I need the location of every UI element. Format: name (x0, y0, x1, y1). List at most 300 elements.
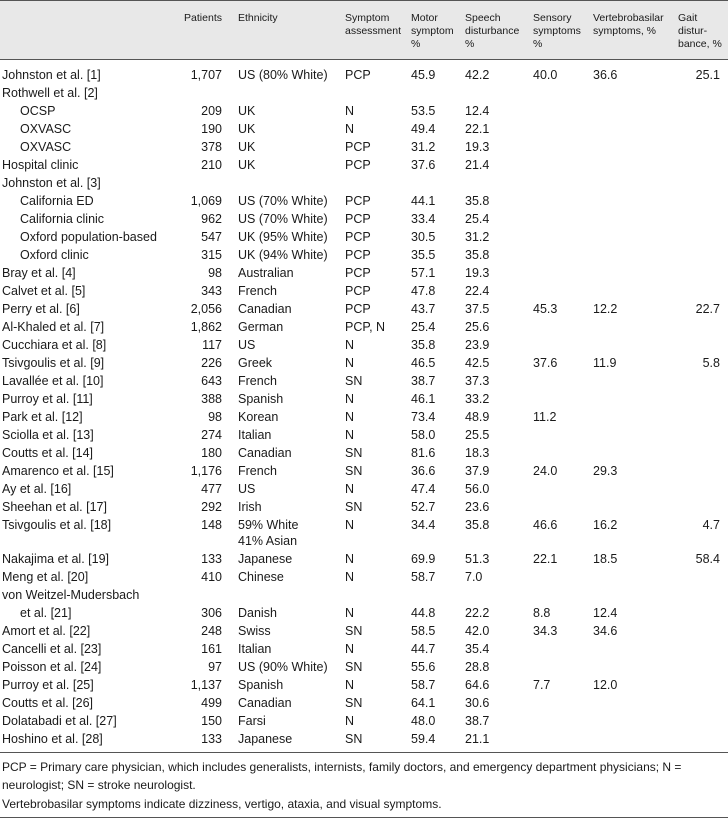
header-ethnicity-text: Ethnicity (238, 12, 278, 24)
table-row (0, 336, 728, 354)
cell-speech: 35.4 (465, 642, 490, 656)
cell-assessment: N (345, 356, 355, 370)
cell-study: Johnston et al. [3] (2, 176, 101, 190)
cell-vertebrobasilar: 11.9 (593, 356, 617, 370)
cell-ethnicity: Italian (238, 642, 272, 656)
cell-ethnicity: Japanese (238, 732, 293, 746)
cell-patients: 292 (201, 500, 222, 514)
cell-assessment: SN (345, 464, 363, 478)
cell-assessment: N (345, 678, 355, 692)
cell-study: Ay et al. [16] (2, 482, 72, 496)
cell-assessment: N (345, 122, 355, 136)
cell-ethnicity: UK (238, 104, 256, 118)
table-row (0, 192, 728, 210)
cell-sensory: 7.7 (533, 678, 551, 692)
cell-patients: 97 (208, 660, 222, 674)
cell-patients: 148 (201, 518, 222, 532)
cell-motor: 47.4 (411, 482, 436, 496)
cell-motor: 81.6 (411, 446, 436, 460)
cell-speech: 37.3 (465, 374, 490, 388)
header-symptom-assessment (345, 12, 401, 38)
cell-study: Nakajima et al. [19] (2, 552, 109, 566)
table-row (0, 498, 728, 516)
cell-motor: 52.7 (411, 500, 436, 514)
cell-speech: 37.9 (465, 464, 490, 478)
cell-ethnicity: UK (94% White) (238, 248, 328, 262)
cell-assessment: N (345, 392, 355, 406)
cell-assessment: N (345, 642, 355, 656)
cell-speech: 35.8 (465, 248, 490, 262)
cell-vertebrobasilar: 12.0 (593, 678, 618, 692)
cell-speech: 33.2 (465, 392, 490, 406)
cell-gait: 58.4 (695, 552, 720, 566)
cell-patients: 248 (201, 624, 222, 638)
table-row (0, 676, 728, 694)
cell-motor: 38.7 (411, 374, 436, 388)
cell-assessment: N (345, 410, 355, 424)
cell-speech: 12.4 (465, 104, 490, 118)
cell-ethnicity: US (70% White) (238, 212, 328, 226)
cell-patients: 1,137 (190, 678, 222, 692)
cell-speech: 38.7 (465, 714, 490, 728)
cell-patients: 209 (201, 104, 222, 118)
cell-assessment: PCP, N (345, 320, 386, 334)
cell-speech: 21.1 (465, 732, 490, 746)
cell-study: Park et al. [12] (2, 410, 83, 424)
cell-study: OXVASC (20, 140, 72, 154)
table-row (0, 174, 728, 192)
header-vertebrobasilar (593, 12, 664, 38)
table-row (0, 390, 728, 408)
cell-study: OXVASC (20, 122, 72, 136)
header-speech (465, 12, 519, 51)
table-row (0, 282, 728, 300)
cell-study: Tsivgoulis et al. [9] (2, 356, 105, 370)
cell-study: Al-Khaled et al. [7] (2, 320, 105, 334)
cell-study: Oxford clinic (20, 248, 89, 262)
cell-motor: 36.6 (411, 464, 436, 478)
cell-ethnicity: Canadian (238, 446, 292, 460)
cell-speech: 23.9 (465, 338, 490, 352)
cell-speech: 25.5 (465, 428, 490, 442)
header-line: Speech (465, 12, 501, 24)
cell-patients: 410 (201, 570, 222, 584)
cell-speech: 42.5 (465, 356, 490, 370)
table-row (0, 462, 728, 480)
cell-ethnicity: US (90% White) (238, 660, 328, 674)
cell-ethnicity: French (238, 374, 277, 388)
cell-study: Coutts et al. [26] (2, 696, 94, 710)
cell-ethnicity: German (238, 320, 284, 334)
cell-motor: 46.1 (411, 392, 436, 406)
cell-assessment: N (345, 104, 355, 118)
cell-study: Bray et al. [4] (2, 266, 76, 280)
cell-patients: 161 (201, 642, 222, 656)
cell-patients: 388 (201, 392, 222, 406)
cell-assessment: N (345, 482, 355, 496)
cell-study: Lavallée et al. [10] (2, 374, 104, 388)
table-row (0, 586, 728, 604)
cell-speech: 7.0 (465, 570, 483, 584)
cell-study: Tsivgoulis et al. [18] (2, 518, 112, 532)
table-row (0, 658, 728, 676)
cell-motor: 55.6 (411, 660, 436, 674)
footnote-abbreviations: PCP = Primary care physician, which includes generalists, internists, family doctors, and emergency department physicians; N = neurologist; SN = stroke neurologist. (2, 760, 682, 792)
cell-vertebrobasilar: 12.4 (593, 606, 618, 620)
cell-study: Oxford population-based (20, 230, 157, 244)
cell-study: Hoshino et al. [28] (2, 732, 103, 746)
cell-ethnicity: UK (238, 140, 256, 154)
cell-motor: 31.2 (411, 140, 436, 154)
cell-ethnicity: US (238, 482, 256, 496)
cell-study: Johnston et al. [1] (2, 68, 101, 82)
cell-sensory: 11.2 (533, 410, 557, 424)
cell-patients: 499 (201, 696, 222, 710)
cell-assessment: N (345, 570, 355, 584)
cell-speech: 30.6 (465, 696, 490, 710)
cell-speech: 25.6 (465, 320, 490, 334)
cell-study: Meng et al. [20] (2, 570, 89, 584)
table-row (0, 264, 728, 282)
cell-speech: 31.2 (465, 230, 490, 244)
table-row (0, 228, 728, 246)
cell-study: Poisson et al. [24] (2, 660, 102, 674)
cell-sensory: 45.3 (533, 302, 558, 316)
table-row (0, 120, 728, 138)
cell-assessment: PCP (345, 158, 371, 172)
cell-study: Calvet et al. [5] (2, 284, 86, 298)
cell-patients: 226 (201, 356, 222, 370)
table-row (0, 66, 728, 84)
table-row (0, 138, 728, 156)
cell-patients: 378 (201, 140, 222, 154)
cell-motor: 64.1 (411, 696, 436, 710)
cell-sensory: 24.0 (533, 464, 558, 478)
header-sensory (533, 12, 581, 51)
cell-study: Rothwell et al. [2] (2, 86, 98, 100)
cell-vertebrobasilar: 18.5 (593, 552, 618, 566)
cell-ethnicity: Greek (238, 356, 273, 370)
cell-patients: 315 (201, 248, 222, 262)
cell-motor: 57.1 (411, 266, 436, 280)
cell-motor: 46.5 (411, 356, 436, 370)
cell-motor: 73.4 (411, 410, 436, 424)
cell-assessment: SN (345, 374, 363, 388)
cell-patients: 180 (201, 446, 222, 460)
cell-motor: 59.4 (411, 732, 436, 746)
cell-assessment: N (345, 714, 355, 728)
table-row (0, 568, 728, 586)
cell-patients: 1,069 (190, 194, 222, 208)
cell-sensory: 8.8 (533, 606, 551, 620)
header-patients-text: Patients (184, 12, 222, 24)
header-line: Motor (411, 12, 438, 24)
cell-speech: 22.1 (465, 122, 490, 136)
table-row (0, 426, 728, 444)
cell-motor: 30.5 (411, 230, 436, 244)
cell-speech: 42.2 (465, 68, 490, 82)
cell-motor: 44.8 (411, 606, 436, 620)
cell-speech: 19.3 (465, 140, 490, 154)
cell-ethnicity: UK (95% White) (238, 230, 328, 244)
header-line: Vertebrobasilar (593, 12, 664, 24)
cell-motor: 25.4 (411, 320, 436, 334)
cell-assessment: SN (345, 624, 363, 638)
cell-speech: 51.3 (465, 552, 490, 566)
cell-study: Amarenco et al. [15] (2, 464, 114, 478)
cell-study: et al. [21] (20, 606, 72, 620)
cell-assessment: PCP (345, 140, 371, 154)
table-row (0, 84, 728, 102)
cell-sensory: 40.0 (533, 68, 558, 82)
table-row (0, 480, 728, 498)
cell-motor: 44.1 (411, 194, 436, 208)
cell-speech: 18.3 (465, 446, 490, 460)
cell-gait: 4.7 (702, 518, 720, 532)
cell-ethnicity: Canadian (238, 302, 292, 316)
cell-speech: 22.4 (465, 284, 490, 298)
cell-assessment: N (345, 338, 355, 352)
cell-study: von Weitzel-Mudersbach (2, 588, 140, 602)
cell-assessment: SN (345, 696, 363, 710)
cell-ethnicity: Korean (238, 410, 279, 424)
cell-vertebrobasilar: 29.3 (593, 464, 618, 478)
cell-patients: 547 (201, 230, 222, 244)
cell-motor: 58.5 (411, 624, 436, 638)
header-line: bance, % (678, 38, 722, 50)
cell-ethnicity: 59% White (238, 518, 299, 532)
cell-ethnicity: Italian (238, 428, 272, 442)
cell-speech: 37.5 (465, 302, 490, 316)
cell-speech: 21.4 (465, 158, 490, 172)
header-rule (0, 59, 728, 60)
cell-ethnicity: Danish (238, 606, 277, 620)
table-row (0, 372, 728, 390)
cell-patients: 274 (201, 428, 222, 442)
table-row (0, 516, 728, 550)
header-patients (184, 12, 222, 25)
cell-patients: 2,056 (190, 302, 222, 316)
cell-study: Purroy et al. [25] (2, 678, 94, 692)
cell-speech: 28.8 (465, 660, 490, 674)
cell-ethnicity: US (238, 338, 256, 352)
cell-study: Sciolla et al. [13] (2, 428, 94, 442)
cell-patients: 98 (208, 266, 222, 280)
header-line: % (533, 38, 543, 50)
table-header (0, 1, 728, 59)
cell-patients: 133 (201, 732, 222, 746)
cell-study: OCSP (20, 104, 56, 118)
cell-speech: 19.3 (465, 266, 490, 280)
table-row (0, 444, 728, 462)
header-line: symptoms, % (593, 25, 657, 37)
cell-motor: 58.7 (411, 570, 436, 584)
cell-patients: 1,707 (190, 68, 222, 82)
footer-rule (0, 752, 728, 753)
cell-motor: 33.4 (411, 212, 436, 226)
table-row (0, 318, 728, 336)
cell-patients: 643 (201, 374, 222, 388)
cell-study: Perry et al. [6] (2, 302, 80, 316)
cell-assessment: PCP (345, 194, 371, 208)
cell-assessment: N (345, 552, 355, 566)
cell-ethnicity: Irish (238, 500, 262, 514)
cell-patients: 1,176 (190, 464, 222, 478)
cell-gait: 25.1 (695, 68, 720, 82)
cell-motor: 53.5 (411, 104, 436, 118)
header-line: Symptom (345, 12, 390, 24)
cell-motor: 49.4 (411, 122, 436, 136)
cell-patients: 210 (201, 158, 222, 172)
cell-study: Dolatabadi et al. [27] (2, 714, 117, 728)
table-row (0, 300, 728, 318)
table-row (0, 604, 728, 622)
cell-patients: 306 (201, 606, 222, 620)
table-row (0, 712, 728, 730)
cell-ethnicity: French (238, 464, 277, 478)
cell-sensory: 34.3 (533, 624, 558, 638)
cell-study: Cucchiara et al. [8] (2, 338, 107, 352)
cell-patients: 190 (201, 122, 222, 136)
table-row (0, 102, 728, 120)
header-line: disturbance (465, 25, 520, 37)
cell-ethnicity: Japanese (238, 552, 293, 566)
header-line: symptom (411, 25, 454, 37)
cell-ethnicity: Swiss (238, 624, 271, 638)
cell-motor: 35.8 (411, 338, 436, 352)
cell-assessment: SN (345, 732, 363, 746)
cell-gait: 5.8 (702, 356, 720, 370)
header-gait (678, 12, 722, 51)
cell-study: Amort et al. [22] (2, 624, 91, 638)
cell-assessment: N (345, 606, 355, 620)
cell-motor: 44.7 (411, 642, 436, 656)
cell-ethnicity: Canadian (238, 696, 292, 710)
cell-speech: 56.0 (465, 482, 490, 496)
cell-assessment: SN (345, 660, 363, 674)
cell-ethnicity: Australian (238, 266, 294, 280)
cell-patients: 962 (201, 212, 222, 226)
cell-speech: 48.9 (465, 410, 490, 424)
cell-ethnicity: US (70% White) (238, 194, 328, 208)
cell-speech: 25.4 (465, 212, 490, 226)
cell-motor: 48.0 (411, 714, 436, 728)
cell-vertebrobasilar: 36.6 (593, 68, 618, 82)
cell-ethnicity: Spanish (238, 392, 284, 406)
cell-patients: 117 (202, 338, 222, 352)
cell-patients: 1,862 (190, 320, 222, 334)
cell-study: Purroy et al. [11] (2, 392, 93, 406)
cell-motor: 35.5 (411, 248, 436, 262)
cell-sensory: 46.6 (533, 518, 558, 532)
cell-ethnicity: US (80% White) (238, 68, 328, 82)
footnote-vertebrobasilar: Vertebrobasilar symptoms indicate dizziness, vertigo, ataxia, and visual symptoms. (2, 797, 442, 811)
header-line: Sensory (533, 12, 572, 24)
cell-assessment: PCP (345, 68, 371, 82)
cell-speech: 35.8 (465, 518, 490, 532)
header-line: symptoms (533, 25, 581, 37)
cell-assessment: PCP (345, 302, 371, 316)
cell-study: California ED (20, 194, 94, 208)
table-row (0, 550, 728, 568)
cell-ethnicity: UK (238, 122, 256, 136)
cell-ethnicity: Farsi (238, 714, 266, 728)
cell-motor: 37.6 (411, 158, 436, 172)
table-row (0, 640, 728, 658)
cell-motor: 58.0 (411, 428, 436, 442)
table-row (0, 354, 728, 372)
cell-assessment: N (345, 518, 355, 532)
cell-study: Coutts et al. [14] (2, 446, 94, 460)
cell-ethnicity: French (238, 284, 277, 298)
cell-ethnicity: Chinese (238, 570, 284, 584)
cell-ethnicity: UK (238, 158, 256, 172)
cell-motor: 69.9 (411, 552, 436, 566)
cell-speech: 64.6 (465, 678, 490, 692)
cell-ethnicity-line2: 41% Asian (238, 534, 298, 548)
table-row (0, 210, 728, 228)
table-row (0, 408, 728, 426)
bottom-rule (0, 817, 728, 818)
table-row (0, 622, 728, 640)
header-line: Gait (678, 12, 698, 24)
cell-motor: 34.4 (411, 518, 436, 532)
cell-study: Cancelli et al. [23] (2, 642, 102, 656)
cell-study: California clinic (20, 212, 105, 226)
table-body (0, 66, 728, 748)
cell-assessment: SN (345, 500, 363, 514)
cell-vertebrobasilar: 12.2 (593, 302, 618, 316)
cell-motor: 45.9 (411, 68, 436, 82)
header-motor (411, 12, 454, 51)
cell-motor: 58.7 (411, 678, 436, 692)
header-line: distur- (678, 25, 708, 37)
header-line: % (465, 38, 475, 50)
cell-patients: 150 (201, 714, 222, 728)
cell-gait: 22.7 (695, 302, 720, 316)
cell-sensory: 37.6 (533, 356, 558, 370)
cell-assessment: PCP (345, 266, 371, 280)
cell-patients: 98 (208, 410, 222, 424)
cell-study: Sheehan et al. [17] (2, 500, 107, 514)
header-ethnicity (238, 12, 278, 25)
cell-patients: 343 (201, 284, 222, 298)
cell-speech: 35.8 (465, 194, 490, 208)
header-line: assessment (345, 25, 402, 37)
cell-assessment: N (345, 428, 355, 442)
cell-patients: 133 (201, 552, 222, 566)
cell-ethnicity: Spanish (238, 678, 284, 692)
cell-motor: 43.7 (411, 302, 436, 316)
table-row (0, 694, 728, 712)
cell-vertebrobasilar: 16.2 (593, 518, 618, 532)
cell-study: Hospital clinic (2, 158, 79, 172)
cell-motor: 47.8 (411, 284, 436, 298)
cell-assessment: PCP (345, 284, 371, 298)
header-line: % (411, 38, 421, 50)
cell-sensory: 22.1 (533, 552, 558, 566)
cell-patients: 477 (201, 482, 222, 496)
table-row (0, 246, 728, 264)
table-row (0, 156, 728, 174)
cell-speech: 23.6 (465, 500, 490, 514)
cell-assessment: PCP (345, 230, 371, 244)
cell-assessment: PCP (345, 212, 371, 226)
cell-assessment: SN (345, 446, 363, 460)
cell-assessment: PCP (345, 248, 371, 262)
cell-vertebrobasilar: 34.6 (593, 624, 618, 638)
table-row (0, 730, 728, 748)
